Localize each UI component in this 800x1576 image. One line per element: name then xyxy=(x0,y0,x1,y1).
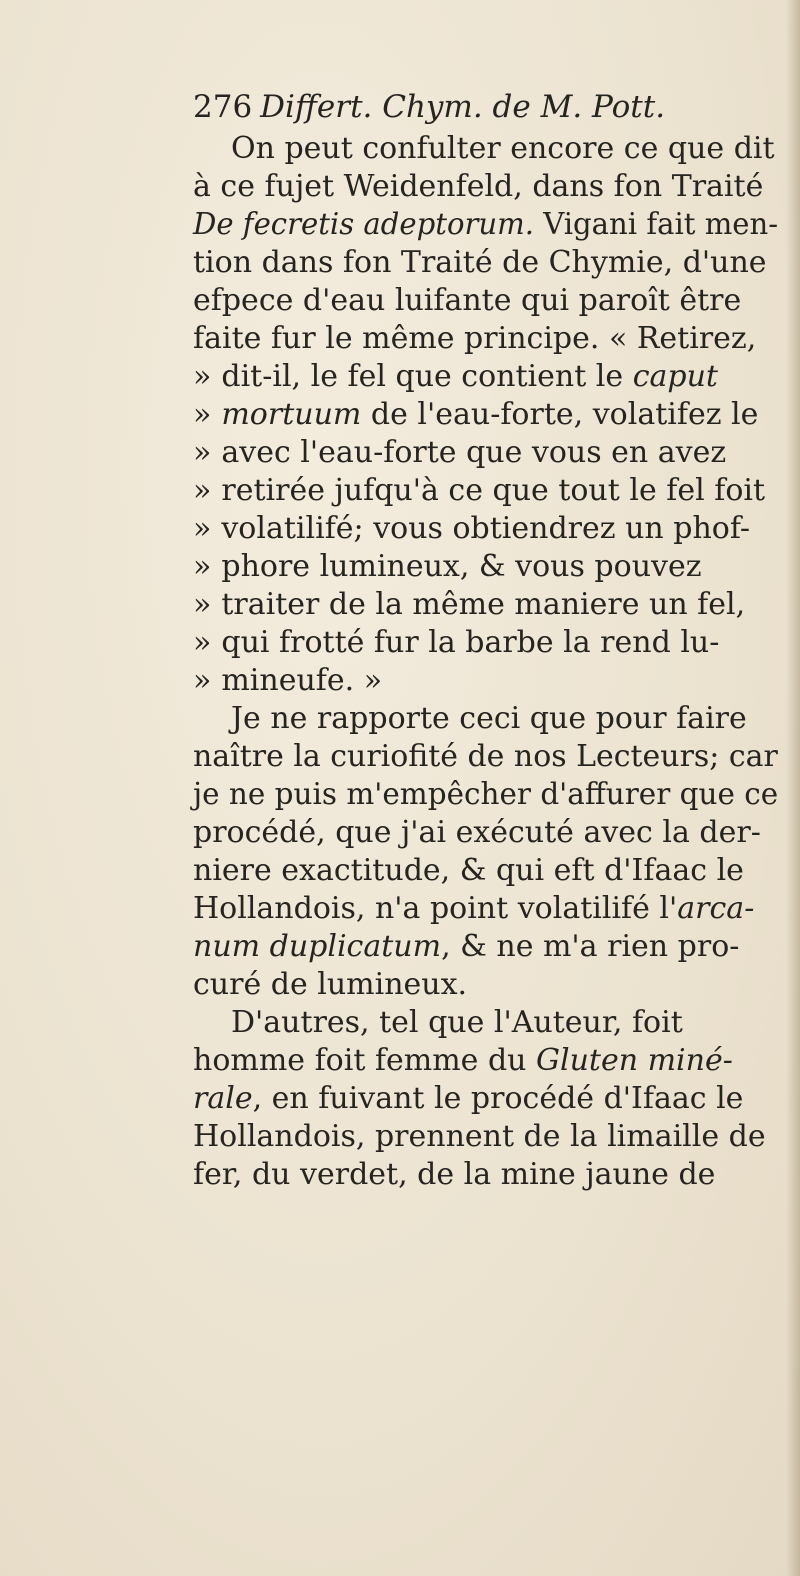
text-line: On peut confulter encore ce que dit xyxy=(231,131,775,166)
quoted-line: » dit-il, le fel que contient le caput xyxy=(193,359,718,394)
text-line: niere exactitude, & qui eft d'Ifaac le xyxy=(193,853,744,888)
quoted-line: » retirée jufqu'à ce que tout le fel foit xyxy=(193,473,766,508)
text-line: faite fur le même principe. « Retirez, xyxy=(193,321,757,356)
text-line: curé de lumineux. xyxy=(193,967,468,1002)
text-line: à ce fujet Weidenfeld, dans fon Traité xyxy=(193,169,764,204)
text-line: Hollandois, n'a point volatilifé l'arca- xyxy=(193,891,755,926)
text-line: naître la curiofité de nos Lecteurs; car xyxy=(193,739,778,774)
text-line: Hollandois, prennent de la limaille de xyxy=(193,1119,766,1154)
running-title: Differt. Chym. de M. Pott. xyxy=(260,89,666,125)
quoted-line: » mortuum de l'eau-forte, volatifez le xyxy=(193,397,759,432)
running-head xyxy=(193,88,665,126)
text-line: efpece d'eau luifante qui paroît être xyxy=(193,283,742,318)
text-line: je ne puis m'empêcher d'affurer que ce xyxy=(193,777,779,812)
text-line: tion dans fon Traité de Chymie, d'une xyxy=(193,245,767,280)
text-line: De fecretis adeptorum. Vigani fait men- xyxy=(193,207,779,242)
text-line: num duplicatum, & ne m'a rien pro- xyxy=(193,929,740,964)
text-line: Je ne rapporte ceci que pour faire xyxy=(231,701,747,736)
page-number: 276 xyxy=(193,89,253,125)
text-line: rale, en fuivant le procédé d'Ifaac le xyxy=(193,1081,744,1116)
text-line: fer, du verdet, de la mine jaune de xyxy=(193,1157,716,1192)
text-line: procédé, que j'ai exécuté avec la der- xyxy=(193,815,761,850)
quoted-line: » phore lumineux, & vous pouvez xyxy=(193,549,702,584)
page-edge-shadow xyxy=(786,0,800,1576)
quoted-line: » volatilifé; vous obtiendrez un phof- xyxy=(193,511,751,546)
quoted-line: » mineufe. » xyxy=(193,663,383,698)
text-line: D'autres, tel que l'Auteur, foit xyxy=(231,1005,683,1040)
text-line: homme foit femme du Gluten miné- xyxy=(193,1043,733,1078)
quoted-line: » qui frotté fur la barbe la rend lu- xyxy=(193,625,720,660)
quoted-line: » avec l'eau-forte que vous en avez xyxy=(193,435,727,470)
quoted-line: » traiter de la même maniere un fel, xyxy=(193,587,746,622)
